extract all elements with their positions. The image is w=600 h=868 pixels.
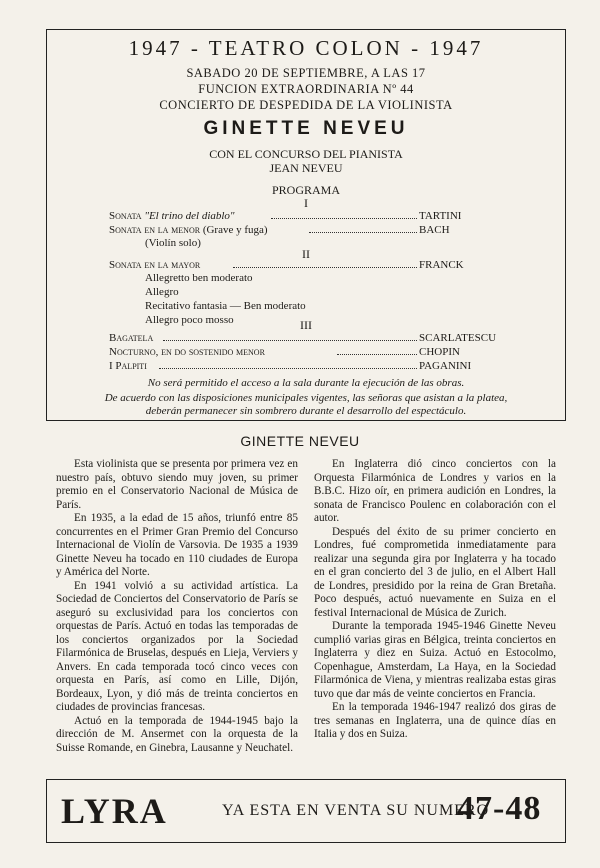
leader-dots: [163, 340, 417, 341]
concert-line: CONCIERTO DE DESPEDIDA DE LA VIOLINISTA: [159, 98, 453, 112]
program-frame: [46, 29, 566, 421]
bio-paragraph: Durante la temporada 1945-1946 Ginette Neveu cumplió varias giras en Bélgica, treinta conciertos en Inglaterra y diez en Suiza. Actuó en Estocolmo, Copenhague, Amsterdam, La Haya, en la Sociedad Filarmónica de Viena, y mientras realizaba estas giras tuvo que dar más de veinte conciertos en Francia.: [314, 620, 556, 700]
work-palpiti: I Palpiti: [109, 360, 147, 372]
movement: Recitativo fantasia — Ben moderato: [145, 300, 306, 312]
movement: Allegro poco mosso: [145, 314, 234, 326]
composer-chopin: CHOPIN: [419, 346, 460, 358]
note-hats-2: deberán permanecer sin sombrero durante el desarrollo del espectáculo.: [145, 405, 467, 417]
work-franck: Sonata en la mayor: [109, 259, 201, 271]
bio-paragraph: Actuó en la temporada de 1944-1945 bajo la dirección de M. Ansermet con la orquesta de la Suisse Romande, en Ginebra, Lausanne y Neuchatel.: [56, 714, 298, 754]
lyra-advertisement: [46, 779, 566, 843]
bio-paragraph: Esta violinista que se presenta por primera vez en nuestro país, obtuvo siendo muy joven, su primer premio en el Conservatorio Nacional de Música de París.: [56, 458, 298, 511]
leader-dots: [233, 267, 417, 268]
movement: Allegretto ben moderato: [145, 272, 253, 284]
date-line: SABADO 20 DE SEPTIEMBRE, A LAS 17: [186, 66, 426, 80]
composer-franck: FRANCK: [419, 259, 464, 271]
work-detail: (Grave y fuga): [202, 224, 268, 236]
work-title: "El trino del diablo": [144, 210, 235, 222]
function-line: FUNCION EXTRAORDINARIA Nº 44: [198, 82, 414, 96]
leader-dots: [309, 232, 417, 233]
part-two-label: II: [302, 247, 310, 261]
part-one-label: I: [304, 196, 308, 210]
bio-title: GINETTE NEVEU: [240, 433, 360, 449]
pianist-name: JEAN NEVEU: [269, 161, 343, 175]
composer-tartini: TARTINI: [419, 210, 462, 222]
composer-paganini: PAGANINI: [419, 360, 472, 372]
work-prefix: Sonata: [109, 210, 142, 222]
leader-dots: [271, 218, 417, 219]
work-bagatela: Bagatela: [109, 332, 154, 344]
work-tartini: [109, 210, 235, 222]
lyra-ad-text: YA ESTA EN VENTA SU NUMERO: [222, 802, 490, 819]
header-title: 1947 - TEATRO COLON - 1947: [128, 36, 484, 60]
work-prefix: Sonata en la menor: [109, 224, 201, 236]
part-three-label: III: [300, 318, 312, 332]
movement: Allegro: [145, 286, 179, 298]
accompany-line: CON EL CONCURSO DEL PIANISTA: [209, 147, 403, 161]
work-nocturno: Nocturno, en do sostenido menor: [109, 346, 265, 358]
bio-paragraph: En 1941 volvió a su actividad artística. La Sociedad de Conciertos del Conservatorio de París se aseguró su exclusividad para los conciertos con orquestas de París. Actuó en todas las temporadas de los conciertos organizados por la Sociedad Filarmónica de Bruselas, después en Lieja, Verviers y Anvers. En cada temporada tocó cinco veces con orquesta en París, así como en Lille, Dijón, Bordeaux, Lyon, y dió más de treinta conciertos en ciudades de provincias francesas.: [56, 579, 298, 713]
work-bach: [109, 224, 268, 236]
leader-dots: [337, 354, 417, 355]
composer-bach: BACH: [419, 224, 450, 236]
leader-dots: [159, 368, 417, 369]
bio-column-left: [56, 458, 298, 755]
bio-paragraph: Después del éxito de su primer concierto en Londres, fué comprometida inmediatamente para realizar una segunda gira por Inglaterra y ha tocado en el gran concierto del 3 de julio, en el Albert Hall de Londres, presidido por la reina de Gran Bretaña. Poco después, actuó nuevamente en Suiza en el festival Internacional de Música de Zurich.: [314, 525, 556, 619]
lyra-logo-text: LYRA: [61, 791, 168, 831]
bio-paragraph: En la temporada 1946-1947 realizó dos giras de tres semanas en Inglaterra, una de quince días en Italia y dos en Suiza.: [314, 701, 556, 740]
bio-column-right: [314, 458, 556, 742]
note-hats-1: De acuerdo con las disposiciones municipales vigentes, las señoras que asistan a la platea,: [104, 392, 508, 404]
bio-paragraph: En Inglaterra dió cinco conciertos con la Orquesta Filarmónica de Londres y varios en la B.B.C. Hizo oír, en primera audición en Londres, la sonata de Francisco Poulenc en colaboración con el autor.: [314, 458, 556, 524]
work-sub: (Violín solo): [145, 237, 201, 249]
bio-paragraph: En 1935, a la edad de 15 años, triunfó entre 85 concurrentes en el Primer Gran Premio del Concurso Internacional de Violín de Varsovia. De 1935 a 1939 Ginette Neveu ha tocado en 110 ciudades de Europa y América del Norte.: [56, 512, 298, 578]
lyra-issue-number: 47-48: [457, 790, 542, 827]
program-label: PROGRAMA: [271, 183, 340, 197]
note-access: No será permitido el acceso a la sala durante la ejecución de las obras.: [147, 377, 465, 389]
artist-name: GINETTE NEVEU: [203, 118, 409, 139]
composer-scarlatescu: SCARLATESCU: [419, 332, 497, 344]
